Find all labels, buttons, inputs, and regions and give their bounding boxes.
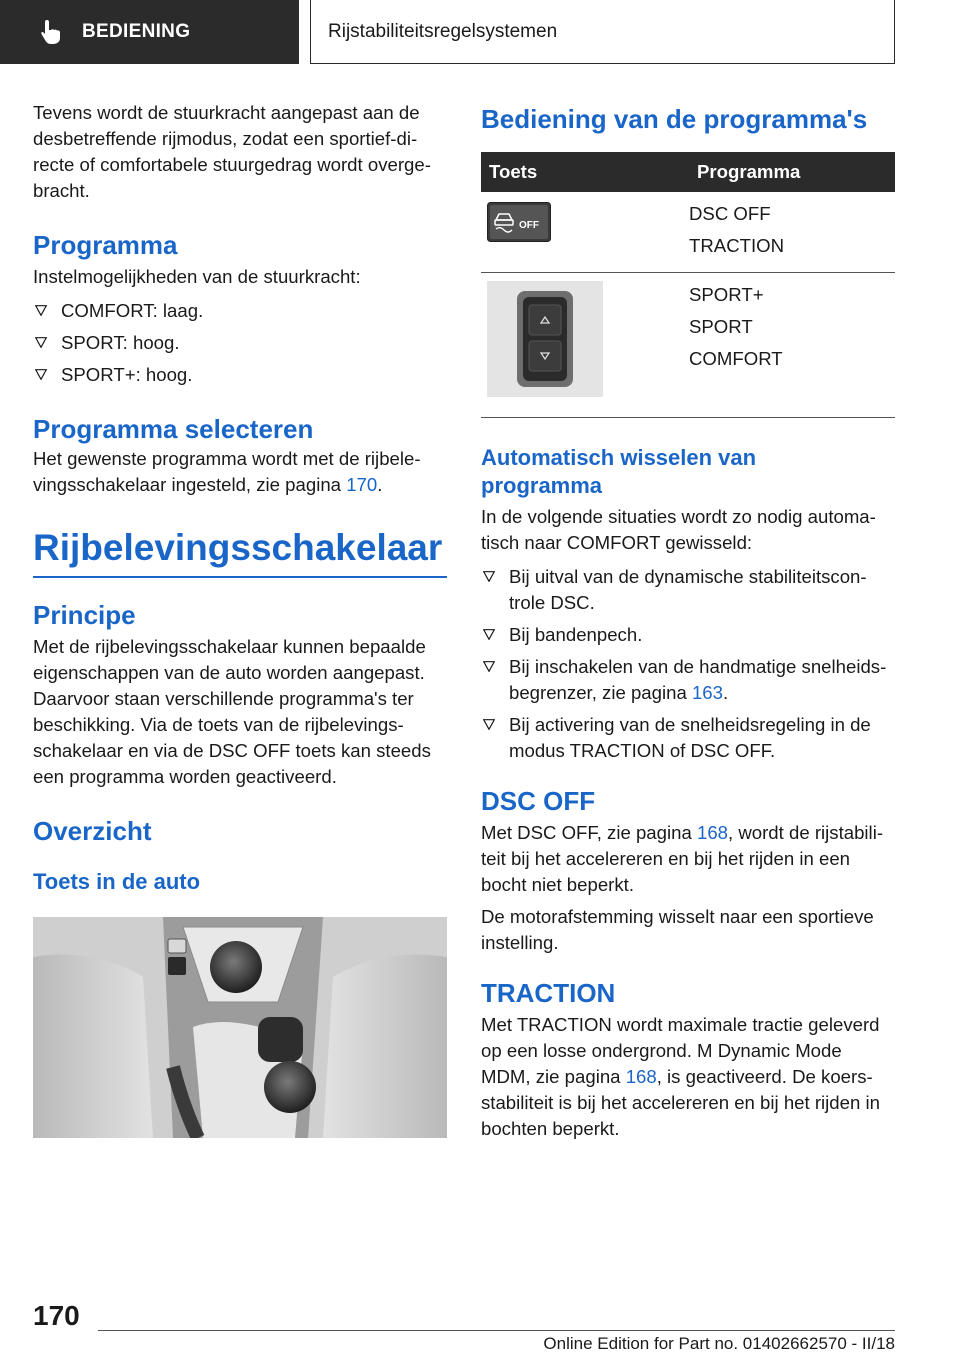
program-name: COMFORT	[689, 348, 783, 369]
program-name: DSC OFF	[689, 203, 771, 224]
section-label: BEDIENING	[82, 21, 191, 42]
list-item: SPORT+: hoog.	[33, 362, 447, 388]
page-link[interactable]: 163	[691, 682, 723, 703]
chapter-title-box	[310, 0, 895, 64]
traction-text: Met TRACTION wordt maximale tractie geleverd op een losse ondergrond. M Dynamic Mode MDM, zie pagina 168, is geactiveerd. De koersstabiliteit is bij het accelereren en bij het rijden in bochten beperkt.	[481, 1014, 880, 1139]
dsc-off-button-icon	[487, 202, 551, 242]
page-link[interactable]: 168	[696, 822, 729, 843]
table-row	[481, 192, 895, 273]
chapter-title: Rijstabiliteitsregelsystemen	[328, 20, 558, 42]
triangle-bullet-icon	[483, 719, 495, 730]
list-item: Bij bandenpech.	[481, 622, 895, 648]
traction-heading: TRACTION	[481, 978, 616, 1008]
program-name: SPORT+	[689, 284, 764, 305]
triangle-bullet-icon	[35, 305, 47, 316]
page-number: 170	[33, 1300, 80, 1331]
triangle-bullet-icon	[483, 571, 495, 582]
program-name: SPORT	[689, 316, 753, 337]
list-item: SPORT: hoog.	[33, 330, 447, 356]
toets-heading: Toets in de auto	[33, 869, 201, 894]
programma-text: Instelmogelijkheden van de stuurkracht:	[33, 266, 361, 287]
car-console-image	[33, 917, 447, 1138]
left-column	[33, 100, 447, 896]
auto-list	[481, 564, 895, 764]
footer-divider	[98, 1330, 895, 1331]
hand-pointer-icon	[40, 19, 62, 45]
table-header-toets: Toets	[481, 152, 689, 192]
bediening-heading: Bediening van de programma's	[481, 104, 868, 134]
table-header-programma: Programma	[689, 152, 895, 192]
right-column	[481, 100, 895, 1142]
main-heading: Rijbelevingsschakelaar	[33, 526, 447, 578]
triangle-bullet-icon	[483, 629, 495, 640]
dsc-text-2: De motorafstemming wisselt naar een sportieve instelling.	[481, 906, 874, 953]
triangle-bullet-icon	[483, 661, 495, 672]
auto-text: In de volgende situaties wordt zo nodig automatisch naar COMFORT gewisseld:	[481, 506, 876, 553]
list-item: Bij uitval van de dynamische stabiliteitscontrole DSC.	[481, 564, 895, 616]
page-link[interactable]: 168	[625, 1066, 657, 1087]
selecteren-heading: Programma selecteren	[33, 414, 314, 444]
list-item: Bij activering van de snelheidsregeling in de modus TRACTION of DSC OFF.	[481, 712, 895, 764]
dsc-heading: DSC OFF	[481, 786, 596, 816]
dsc-text: Met DSC OFF, zie pagina 168, wordt de rijstabiliteit bij het accelereren en bij het rijden in een bocht niet beperkt.	[481, 822, 884, 895]
triangle-bullet-icon	[35, 369, 47, 380]
driving-experience-switch-icon	[487, 281, 603, 397]
selecteren-text: Het gewenste programma wordt met de rijbelevingsschakelaar ingesteld, zie pagina 170.	[33, 448, 421, 495]
program-name: TRACTION	[689, 235, 785, 256]
principe-heading: Principe	[33, 600, 136, 630]
auto-heading: Automatisch wisselen van programma	[481, 445, 757, 498]
intro-paragraph: Tevens wordt de stuurkracht aangepast aan de desbetreffende rijmodus, zodat een sportief-directe of comfortabele stuurgedrag wordt overgebracht.	[33, 102, 431, 201]
list-item: Bij inschakelen van de handmatige snelheidsbegrenzer, zie pagina 163.	[481, 654, 895, 706]
svg-text:OFF: OFF	[519, 220, 539, 231]
programma-list	[33, 298, 447, 388]
footer-edition: Online Edition for Part no. 01402662570 - II/18	[543, 1334, 895, 1353]
program-table	[481, 152, 895, 418]
programma-heading: Programma	[33, 230, 178, 260]
table-row	[481, 273, 895, 418]
principe-text: Met de rijbelevingsschakelaar kunnen bepaalde eigenschappen van de auto worden aangepast. Daarvoor staan verschillende programma's ter beschikking. Via de toets van de rijbelevingsschakelaar en via de DSC OFF toets kan steeds een programma worden geactiveerd.	[33, 636, 431, 787]
page-link[interactable]: 170	[346, 474, 378, 495]
section-tab	[0, 0, 299, 64]
overzicht-heading: Overzicht	[33, 816, 152, 846]
triangle-bullet-icon	[35, 337, 47, 348]
list-item: COMFORT: laag.	[33, 298, 447, 324]
